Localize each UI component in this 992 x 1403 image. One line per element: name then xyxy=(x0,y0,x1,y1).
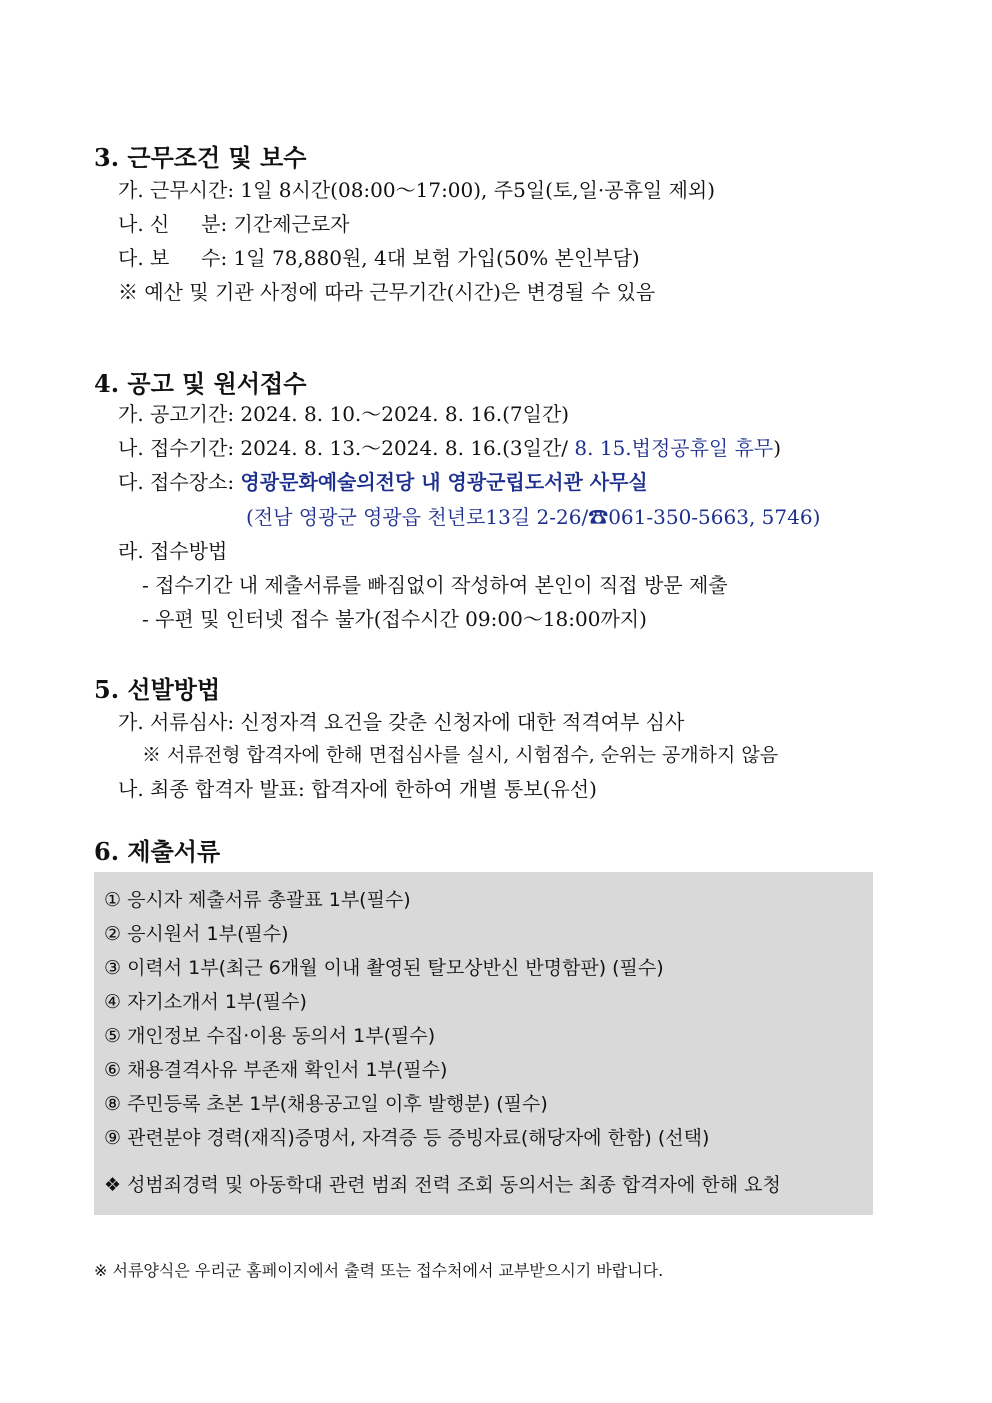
s4-method-title: 라. 접수방법 xyxy=(118,539,228,563)
document-item: ⑥ 채용결격사유 부존재 확인서 1부(필수) xyxy=(104,1059,448,1081)
s4-reception-place-label: 다. 접수장소: xyxy=(118,470,241,494)
section-5-title: 5. 선발방법 xyxy=(94,675,221,704)
s4-method-1: - 접수기간 내 제출서류를 빠짐없이 작성하여 본인이 직접 방문 제출 xyxy=(142,573,728,597)
s4-reception-period-text: 나. 접수기간: 2024. 8. 13.～2024. 8. 16.(3일간/ xyxy=(118,436,575,460)
footer-note: ※ 서류양식은 우리군 홈페이지에서 출력 또는 접수처에서 교부받으시기 바랍니다. xyxy=(94,1261,664,1280)
s3-note: ※ 예산 및 기관 사정에 따라 근무기간(시간)은 변경될 수 있음 xyxy=(118,280,656,304)
document-item: ① 응시자 제출서류 총괄표 1부(필수) xyxy=(104,889,411,911)
s4-method-2: - 우편 및 인터넷 접수 불가(접수시간 09:00～18:00까지) xyxy=(142,607,647,631)
s4-address: (전남 영광군 영광읍 천년로13길 2-26/☎061-350-5663, 5746) xyxy=(246,505,821,529)
documents-box xyxy=(94,872,873,1215)
s3-status: 나. 신 분: 기간제근로자 xyxy=(118,212,350,236)
section-4-title: 4. 공고 및 원서접수 xyxy=(94,369,307,398)
s4-reception-place-name: 영광문화예술의전당 내 영광군립도서관 사무실 xyxy=(240,470,648,494)
documents-note: ❖ 성범죄경력 및 아동학대 관련 범죄 전력 조회 동의서는 최종 합격자에 한해 요청 xyxy=(104,1174,781,1196)
section-6-title: 6. 제출서류 xyxy=(94,837,221,866)
document-item: ② 응시원서 1부(필수) xyxy=(104,923,289,945)
section-3-title: 3. 근무조건 및 보수 xyxy=(94,143,307,172)
s4-reception-period xyxy=(118,434,781,462)
s4-holiday-note: 8. 15.법정공휴일 휴무 xyxy=(574,436,774,460)
s4-notice-period: 가. 공고기간: 2024. 8. 10.～2024. 8. 16.(7일간) xyxy=(118,402,570,426)
document-item: ⑤ 개인정보 수집·이용 동의서 1부(필수) xyxy=(104,1025,436,1047)
s3-pay: 다. 보 수: 1일 78,880원, 4대 보험 가입(50% 본인부담) xyxy=(118,246,640,270)
s4-reception-close: ) xyxy=(773,436,782,460)
s5-final-announcement: 나. 최종 합격자 발표: 합격자에 한하여 개별 통보(유선) xyxy=(118,777,597,801)
s5-note: ※ 서류전형 합격자에 한해 면접심사를 실시, 시험점수, 순위는 공개하지 않음 xyxy=(142,744,779,766)
document-item: ④ 자기소개서 1부(필수) xyxy=(104,991,307,1013)
s4-reception-place xyxy=(118,468,648,496)
s5-document-review: 가. 서류심사: 신정자격 요건을 갖춘 신청자에 대한 적격여부 심사 xyxy=(118,710,685,734)
document-item: ⑨ 관련분야 경력(재직)증명서, 자격증 등 증빙자료(해당자에 한함) (선택) xyxy=(104,1127,710,1149)
document-item: ⑧ 주민등록 초본 1부(채용공고일 이후 발행분) (필수) xyxy=(104,1093,548,1115)
s3-work-hours: 가. 근무시간: 1일 8시간(08:00～17:00), 주5일(토,일·공휴일 제외) xyxy=(118,178,716,202)
document-item: ③ 이력서 1부(최근 6개월 이내 촬영된 탈모상반신 반명함판) (필수) xyxy=(104,957,664,979)
